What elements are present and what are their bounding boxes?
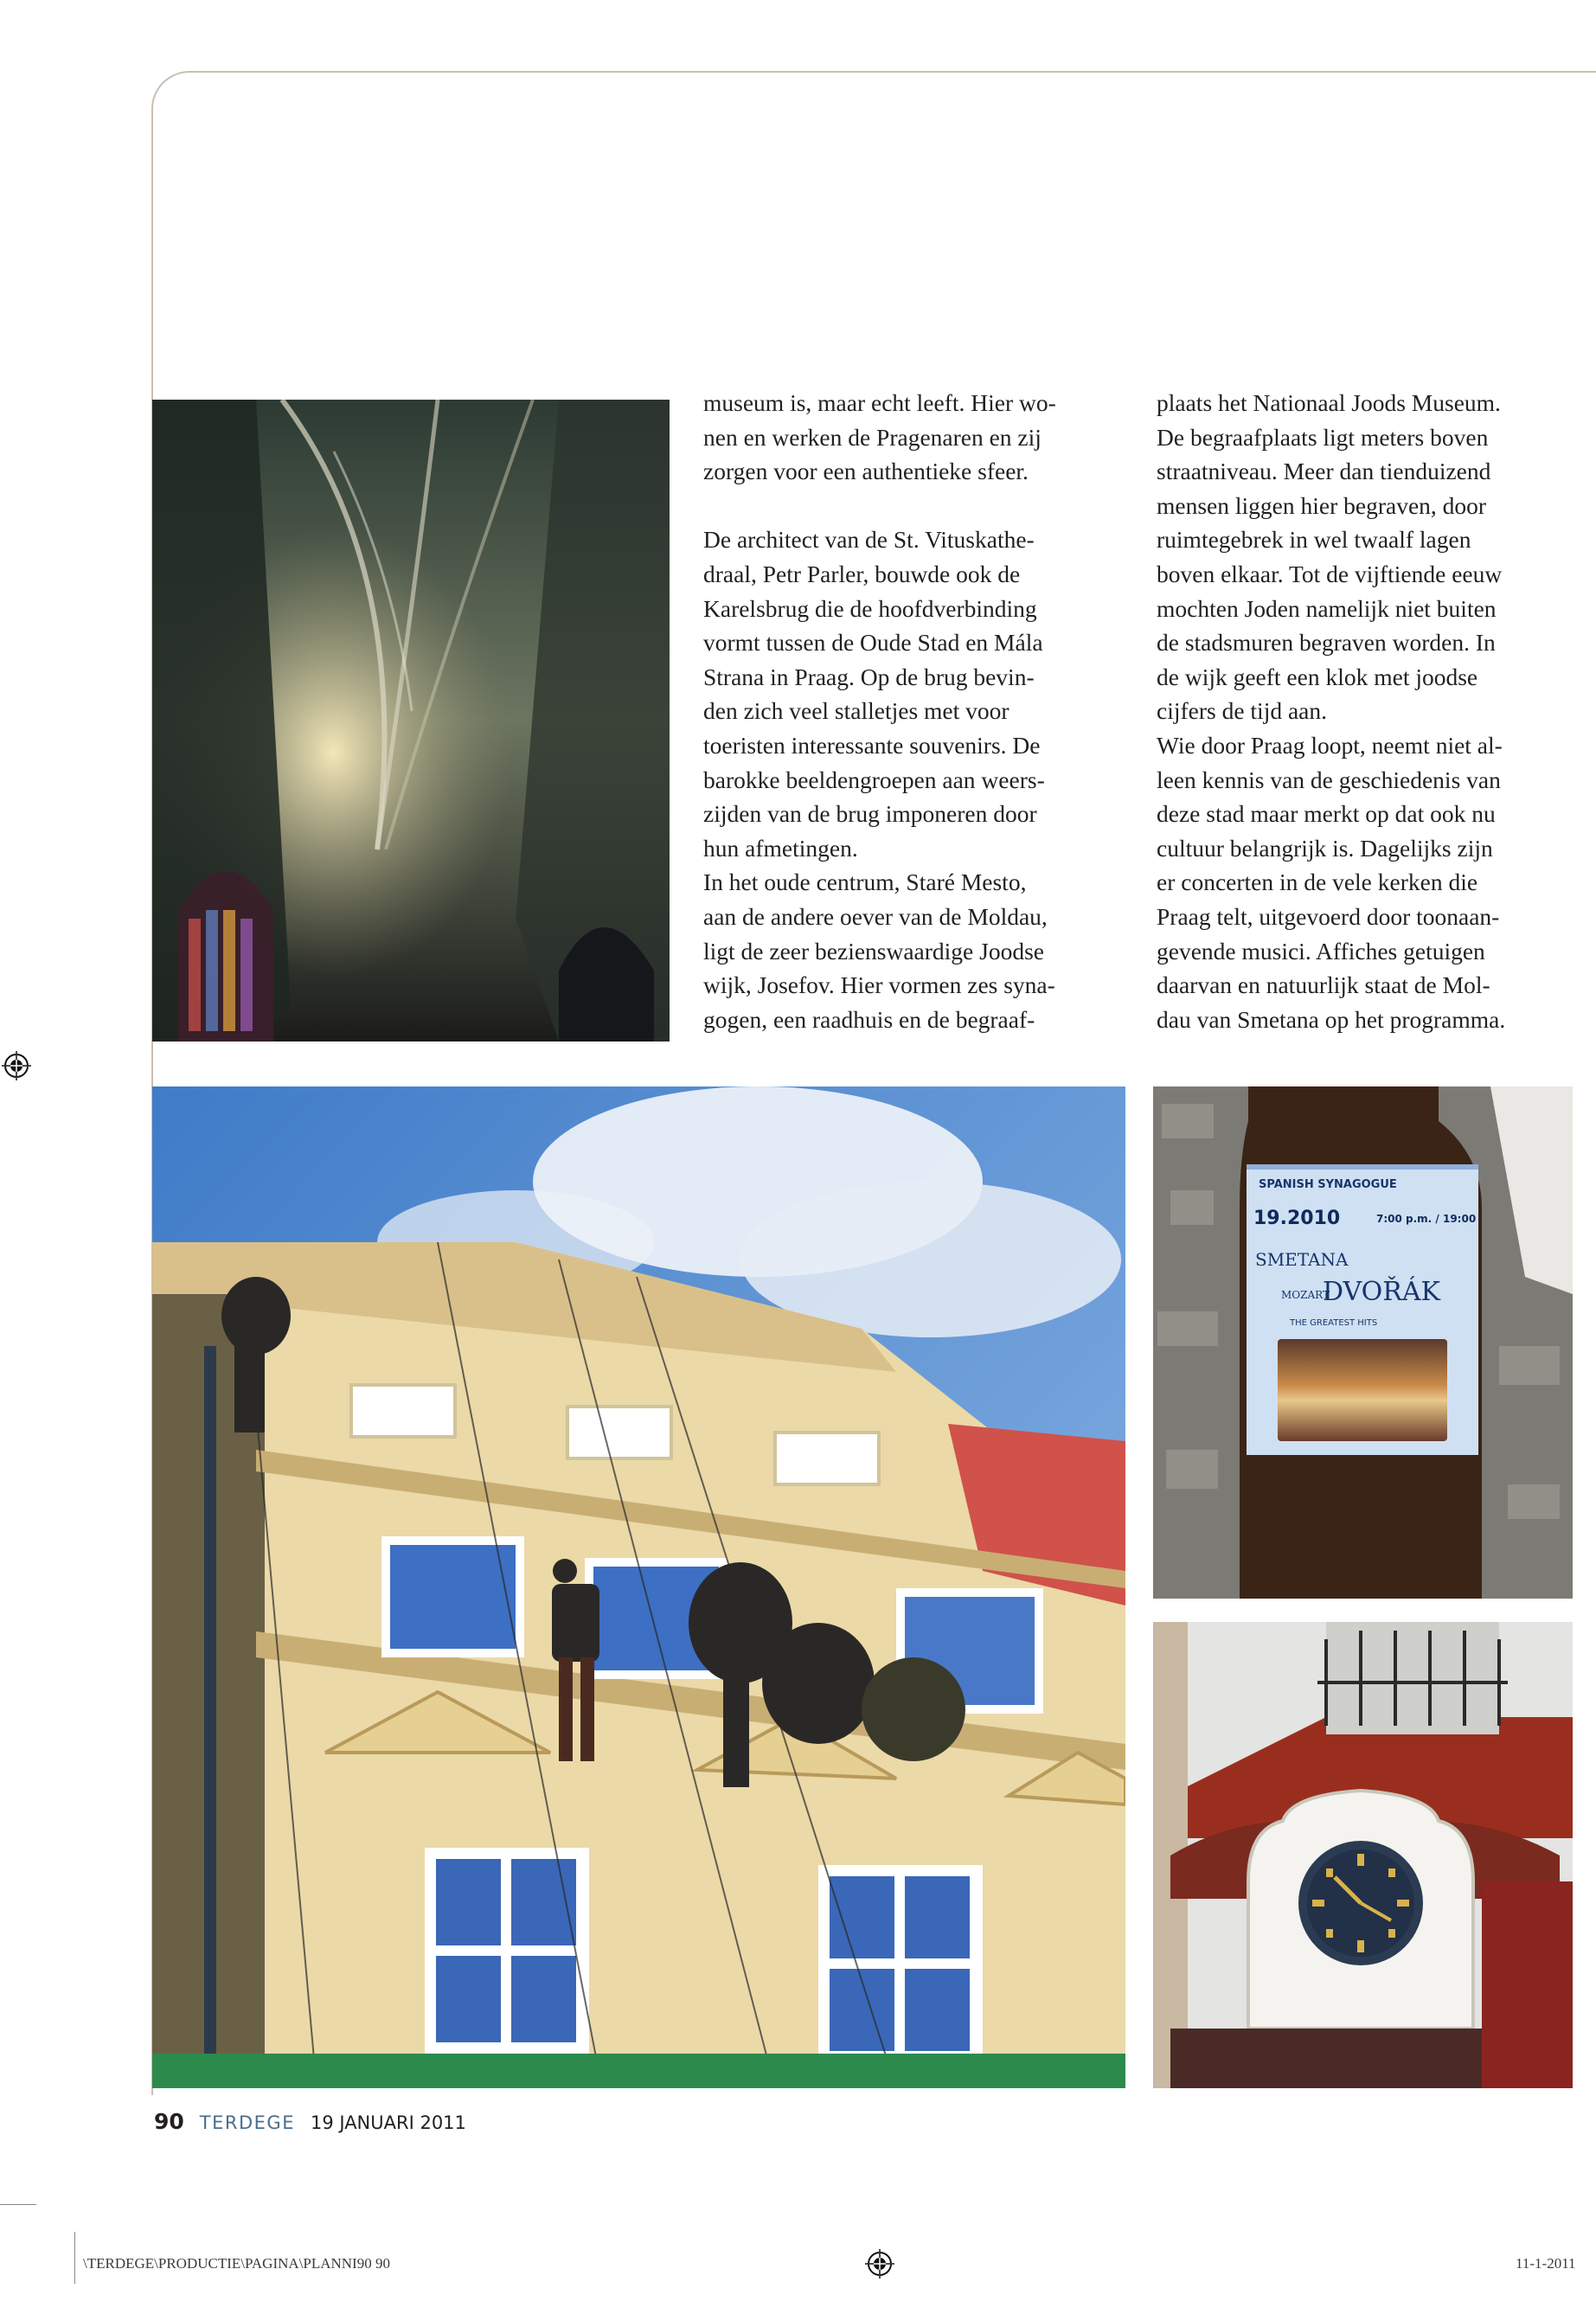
facade-climbers-photo [152, 1086, 1125, 2088]
page-number: 90 [154, 2109, 184, 2134]
poster-image [1278, 1339, 1447, 1441]
slug-path: \TERDEGE\PRODUCTIE\PAGINA\PLANNI90 90 [83, 2255, 390, 2272]
poster-line: SPANISH SYNAGOGUE [1259, 1178, 1397, 1191]
poster-composer: MOZART [1281, 1289, 1330, 1301]
poster-time: 7:00 p.m. / 19:00 [1376, 1213, 1477, 1225]
crop-mark [74, 2232, 75, 2284]
article-column-2 [1157, 386, 1589, 1036]
slug-date: 11-1-2011 [1516, 2255, 1576, 2272]
registration-mark-icon [865, 2249, 894, 2279]
clock-tower-photo [1153, 1622, 1573, 2088]
issue-date: 19 JANUARI 2011 [310, 2112, 466, 2133]
magazine-name: TERDEGE [199, 2112, 295, 2133]
cathedral-photo [152, 400, 670, 1042]
paragraph: De architect van de St. Vituskathe- draal, Petr Parler, bouwde ook de Karelsbrug die de hoofdverbinding vormt tussen de Oude Stad en Mála Strana in Praag. Op de brug bevin- den zich veel stalletjes met voor toeristen interessante souvenirs. De barokke beeldengroepen aan weers- zijden van de brug imponeren door hun afmetingen. [703, 526, 1045, 862]
poster-label [1247, 1164, 1478, 1455]
crop-mark [0, 2204, 36, 2205]
paragraph: museum is, maar echt leeft. Hier wo- nen en werken de Pragenaren en zij zorgen voor een authentieke sfeer. [703, 389, 1056, 485]
poster-composer: SMETANA [1255, 1249, 1349, 1270]
poster-date: 19.2010 [1253, 1208, 1341, 1229]
paragraph: plaats het Nationaal Joods Museum. De begraafplaats ligt meters boven straatniveau. Meer dan tienduizend mensen liggen hier begraven, door ruimtegebrek in wel twaalf lagen boven elkaar. Tot de vijftiende eeuw mochten Joden namelijk niet buiten de stadsmuren begraven worden. In de wijk geeft een klok met joodse cijfers de tijd aan. [1157, 389, 1503, 725]
article-column-1 [703, 386, 1136, 1036]
page-footer [154, 2109, 466, 2140]
concert-poster-photo [1153, 1086, 1573, 1599]
poster-subtitle: THE GREATEST HITS [1290, 1318, 1378, 1328]
poster-headline: DVOŘÁK [1323, 1277, 1440, 1307]
paragraph: In het oude centrum, Staré Mesto, aan de andere oever van de Moldau, ligt de zeer bezienswaardige Joodse wijk, Josefov. Hier vormen zes syna- gogen, een raadhuis en de begraaf- [703, 868, 1055, 1033]
registration-mark-icon [2, 1051, 31, 1080]
paragraph: Wie door Praag loopt, neemt niet al- leen kennis van de geschiedenis van deze stad maar merkt op dat ook nu cultuur belangrijk is. Dagelijks zijn er concerten in de vele kerken die Praag telt, uitgevoerd door toonaan- gevende musici. Affiches getuigen daarvan en natuurlijk staat de Mol- dau van Smetana op het programma. [1157, 731, 1506, 1033]
